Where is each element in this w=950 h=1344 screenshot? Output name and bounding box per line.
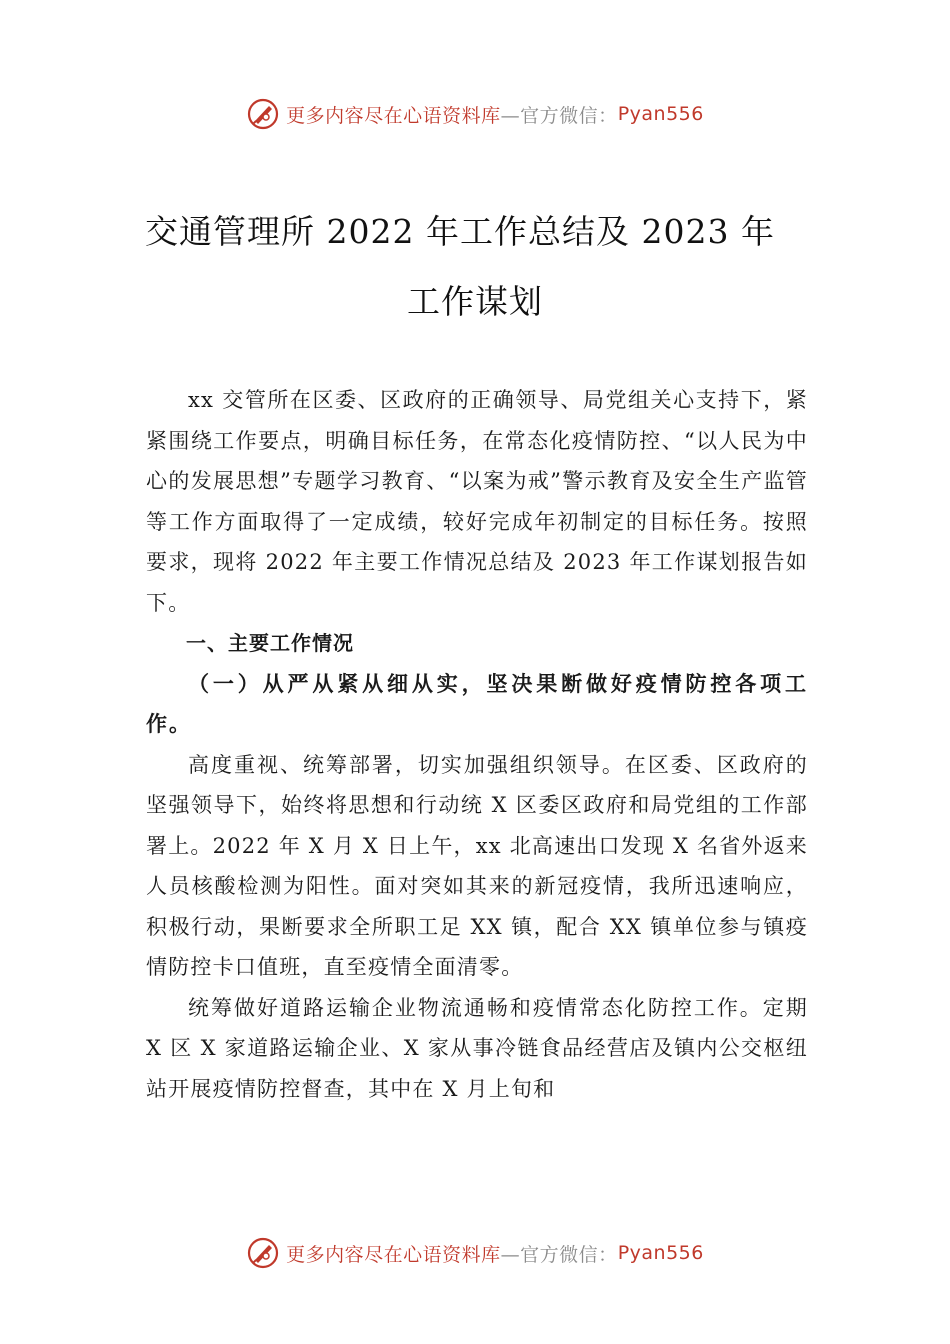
document-title-line-2: 工作谋划 <box>407 282 543 321</box>
watermark-gray-text: —官方微信： <box>500 1243 618 1266</box>
footer-watermark <box>0 1235 950 1271</box>
intro-paragraph: xx 交管所在区委、区政府的正确领导、局党组关心支持下，紧紧围绕工作要点，明确目标任务，在常态化疫情防控、“以人民为中心的发展思想”专题学习教育、“以案为戒”警示教育及安全生产监管等工作方面取得了一定成绩，较好完成年初制定的目标任务。按照要求，现将 2022 年主要工作情况总结及 2023 年工作谋划报告如下。 <box>146 388 808 615</box>
section-heading-1: 一、主要工作情况 <box>186 631 354 655</box>
watermark-gray-text: —官方微信： <box>500 104 618 127</box>
header-watermark <box>0 96 950 132</box>
document-title-line-1: 交通管理所 2022 年工作总结及 2023 年 <box>145 212 775 251</box>
watermark-account: Pyan556 <box>617 103 704 125</box>
document-body <box>146 380 808 1109</box>
body-paragraph-2: 统筹做好道路运输企业物流通畅和疫情常态化防控工作。定期 X 区 X 家道路运输企业、X 家从事冷链食品经营店及镇内公交枢纽站开展疫情防控督查，其中在 X 月上旬和 <box>146 995 808 1101</box>
quill-pen-seal-icon <box>246 97 280 131</box>
subsection-heading-1: （一）从严从紧从细从实，坚决果断做好疫情防控各项工作。 <box>146 670 808 736</box>
quill-pen-seal-icon <box>246 1236 280 1270</box>
body-paragraph-1: 高度重视、统筹部署，切实加强组织领导。在区委、区政府的坚强领导下，始终将思想和行动统 X 区委区政府和局党组的工作部署上。2022 年 X 月 X 日上午，xx 北高速出口发现 X 名省外返来人员核酸检测为阳性。面对突如其来的新冠疫情，我所迅速响应，积极行动，果断要求全所职工足 XX 镇，配合 XX 镇单位参与镇疫情防控卡口值班，直至疫情全面清零。 <box>146 752 808 979</box>
watermark-account: Pyan556 <box>617 1242 704 1264</box>
watermark-red-text: 更多内容尽在心语资料库 <box>286 104 501 127</box>
watermark-red-text: 更多内容尽在心语资料库 <box>286 1243 501 1266</box>
